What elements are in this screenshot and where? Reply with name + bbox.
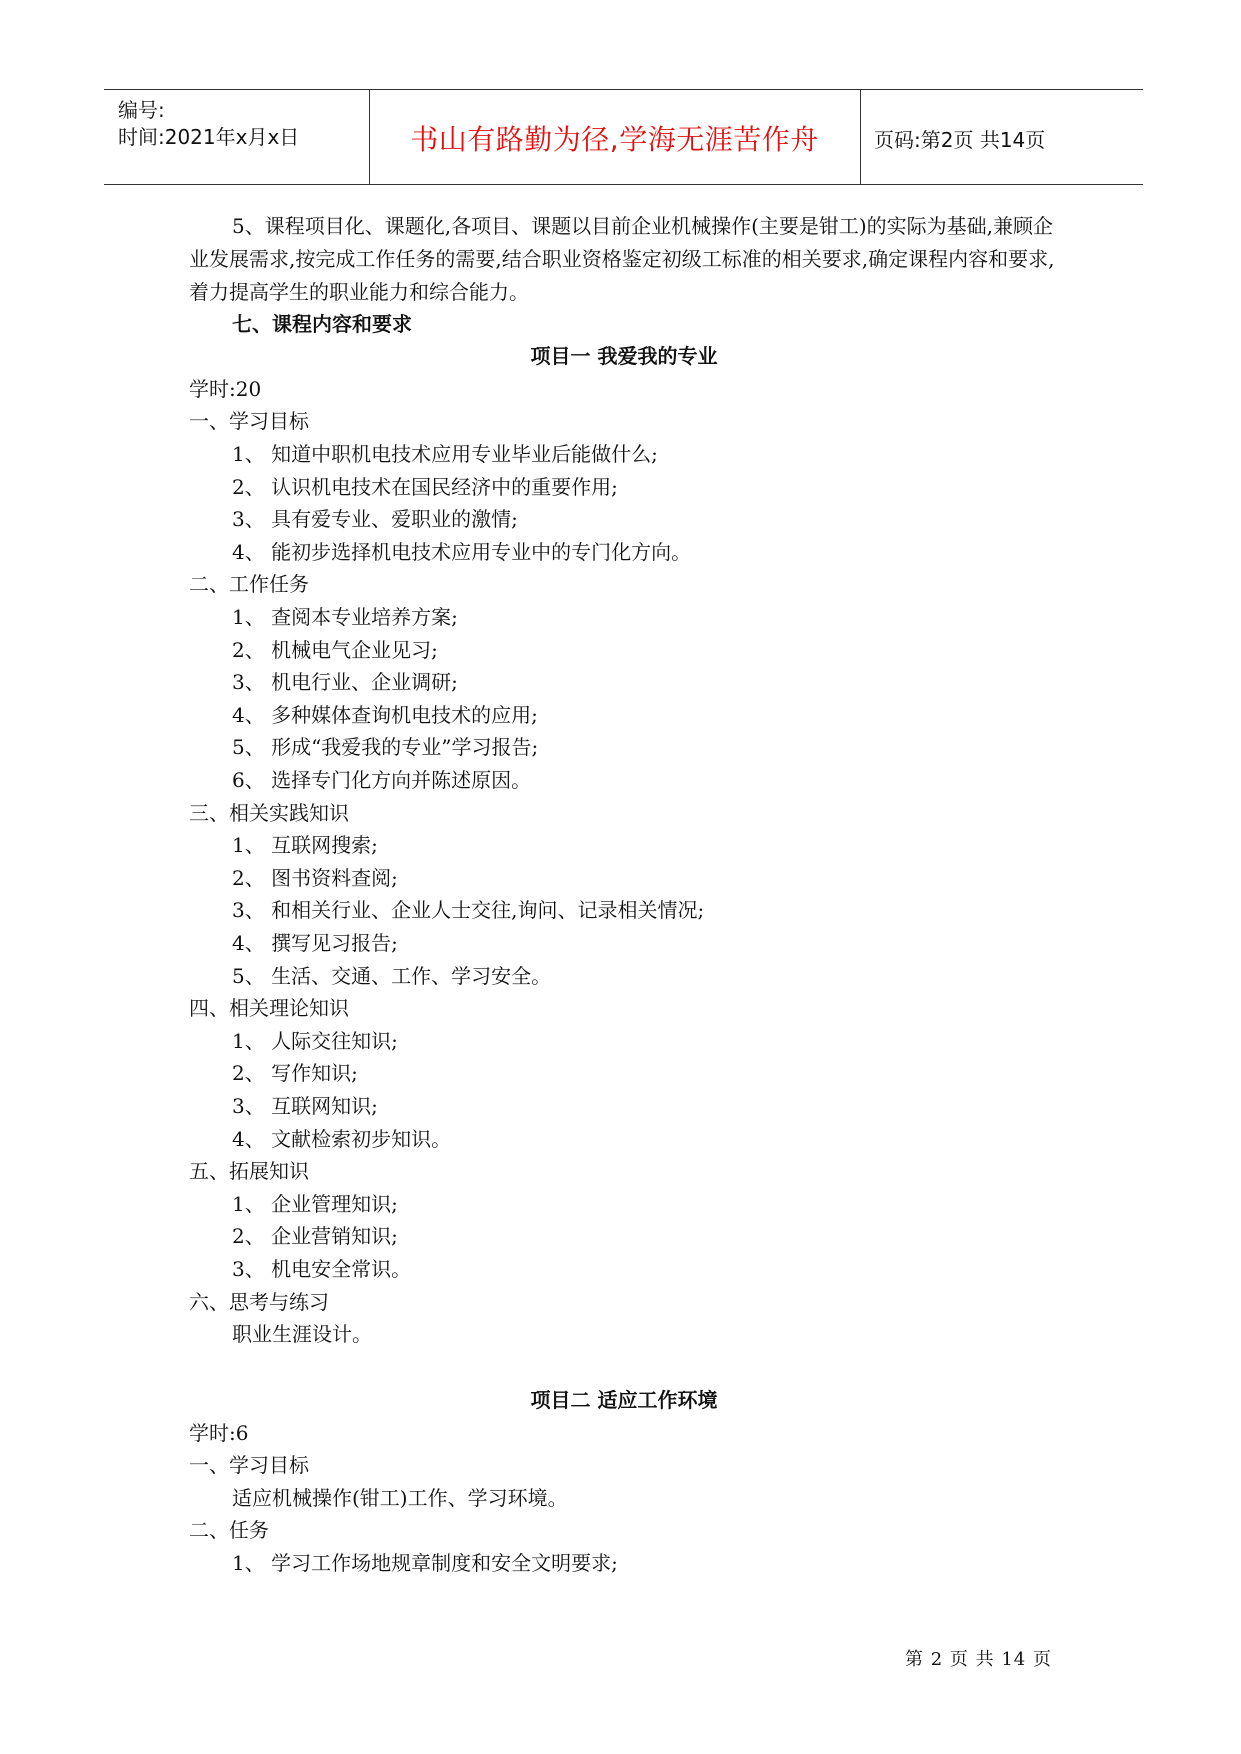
subsection-title: 一、学习目标	[189, 1453, 309, 1477]
exercise-text: 职业生涯设计。	[232, 1322, 372, 1346]
list-item: 3、 互联网知识;	[232, 1094, 378, 1118]
subsection-title: 六、思考与练习	[189, 1290, 329, 1314]
page-header	[104, 89, 1143, 185]
project-title: 项目二 适应工作环境	[530, 1388, 718, 1412]
header-motto: 书山有路勤为径,学海无涯苦作舟	[410, 123, 819, 156]
list-item: 1、 查阅本专业培养方案;	[232, 605, 458, 629]
subsection-title: 二、工作任务	[189, 572, 309, 596]
list-item: 2、 认识机电技术在国民经济中的重要作用;	[232, 475, 618, 499]
list-item: 5、 生活、交通、工作、学习安全。	[232, 964, 552, 988]
list-item: 5、 形成“我爱我的专业”学习报告;	[232, 735, 539, 759]
list-item: 2、 企业营销知识;	[232, 1224, 398, 1248]
list-item: 3、 和相关行业、企业人士交往,询问、记录相关情况;	[232, 898, 705, 922]
list-item: 4、 撰写见习报告;	[232, 931, 398, 955]
project-hours: 学时:20	[189, 377, 262, 401]
list-item: 6、 选择专门化方向并陈述原因。	[232, 768, 532, 792]
list-item: 4、 多种媒体查询机电技术的应用;	[232, 703, 538, 727]
header-divider	[860, 90, 861, 184]
subsection-title: 五、拓展知识	[189, 1159, 309, 1183]
list-item: 2、 写作知识;	[232, 1061, 358, 1085]
document-time-label: 时间:2021年x月x日	[118, 125, 300, 149]
page-footer: 第 2 页 共 14 页	[905, 1649, 1052, 1670]
document-number-label: 编号:	[118, 98, 165, 122]
list-item: 3、 具有爱专业、爱职业的激情;	[232, 507, 518, 531]
list-item: 3、 机电安全常识。	[232, 1257, 412, 1281]
subsection-title: 四、相关理论知识	[189, 996, 349, 1020]
project-title: 项目一 我爱我的专业	[530, 344, 718, 368]
list-item: 4、 能初步选择机电技术应用专业中的专门化方向。	[232, 540, 692, 564]
subsection-title: 三、相关实践知识	[189, 801, 349, 825]
list-item: 2、 机械电气企业见习;	[232, 638, 438, 662]
list-item: 2、 图书资料查阅;	[232, 866, 398, 890]
goal-text: 适应机械操作(钳工)工作、学习环境。	[232, 1486, 568, 1510]
subsection-title: 一、学习目标	[189, 409, 309, 433]
list-item: 1、 企业管理知识;	[232, 1192, 398, 1216]
list-item: 4、 文献检索初步知识。	[232, 1127, 452, 1151]
list-item: 3、 机电行业、企业调研;	[232, 670, 458, 694]
subsection-title: 二、任务	[189, 1518, 269, 1542]
list-item: 1、 人际交往知识;	[232, 1029, 398, 1053]
header-page-label: 页码:第2页 共14页	[874, 128, 1046, 152]
section-heading: 七、课程内容和要求	[232, 312, 412, 336]
header-left-cell	[104, 90, 369, 184]
list-item: 1、 知道中职机电技术应用专业毕业后能做什么;	[232, 442, 658, 466]
project-hours: 学时:6	[189, 1421, 249, 1445]
intro-paragraph: 5、课程项目化、课题化,各项目、课题以目前企业机械操作(主要是钳工)的实际为基础,兼顾企业发展需求,按完成工作任务的需要,结合职业资格鉴定初级工标准的相关要求,确定课程内容和要求,着力提高学生的职业能力和综合能力。	[189, 214, 1055, 304]
list-item: 1、 学习工作场地规章制度和安全文明要求;	[232, 1551, 618, 1575]
list-item: 1、 互联网搜索;	[232, 833, 378, 857]
